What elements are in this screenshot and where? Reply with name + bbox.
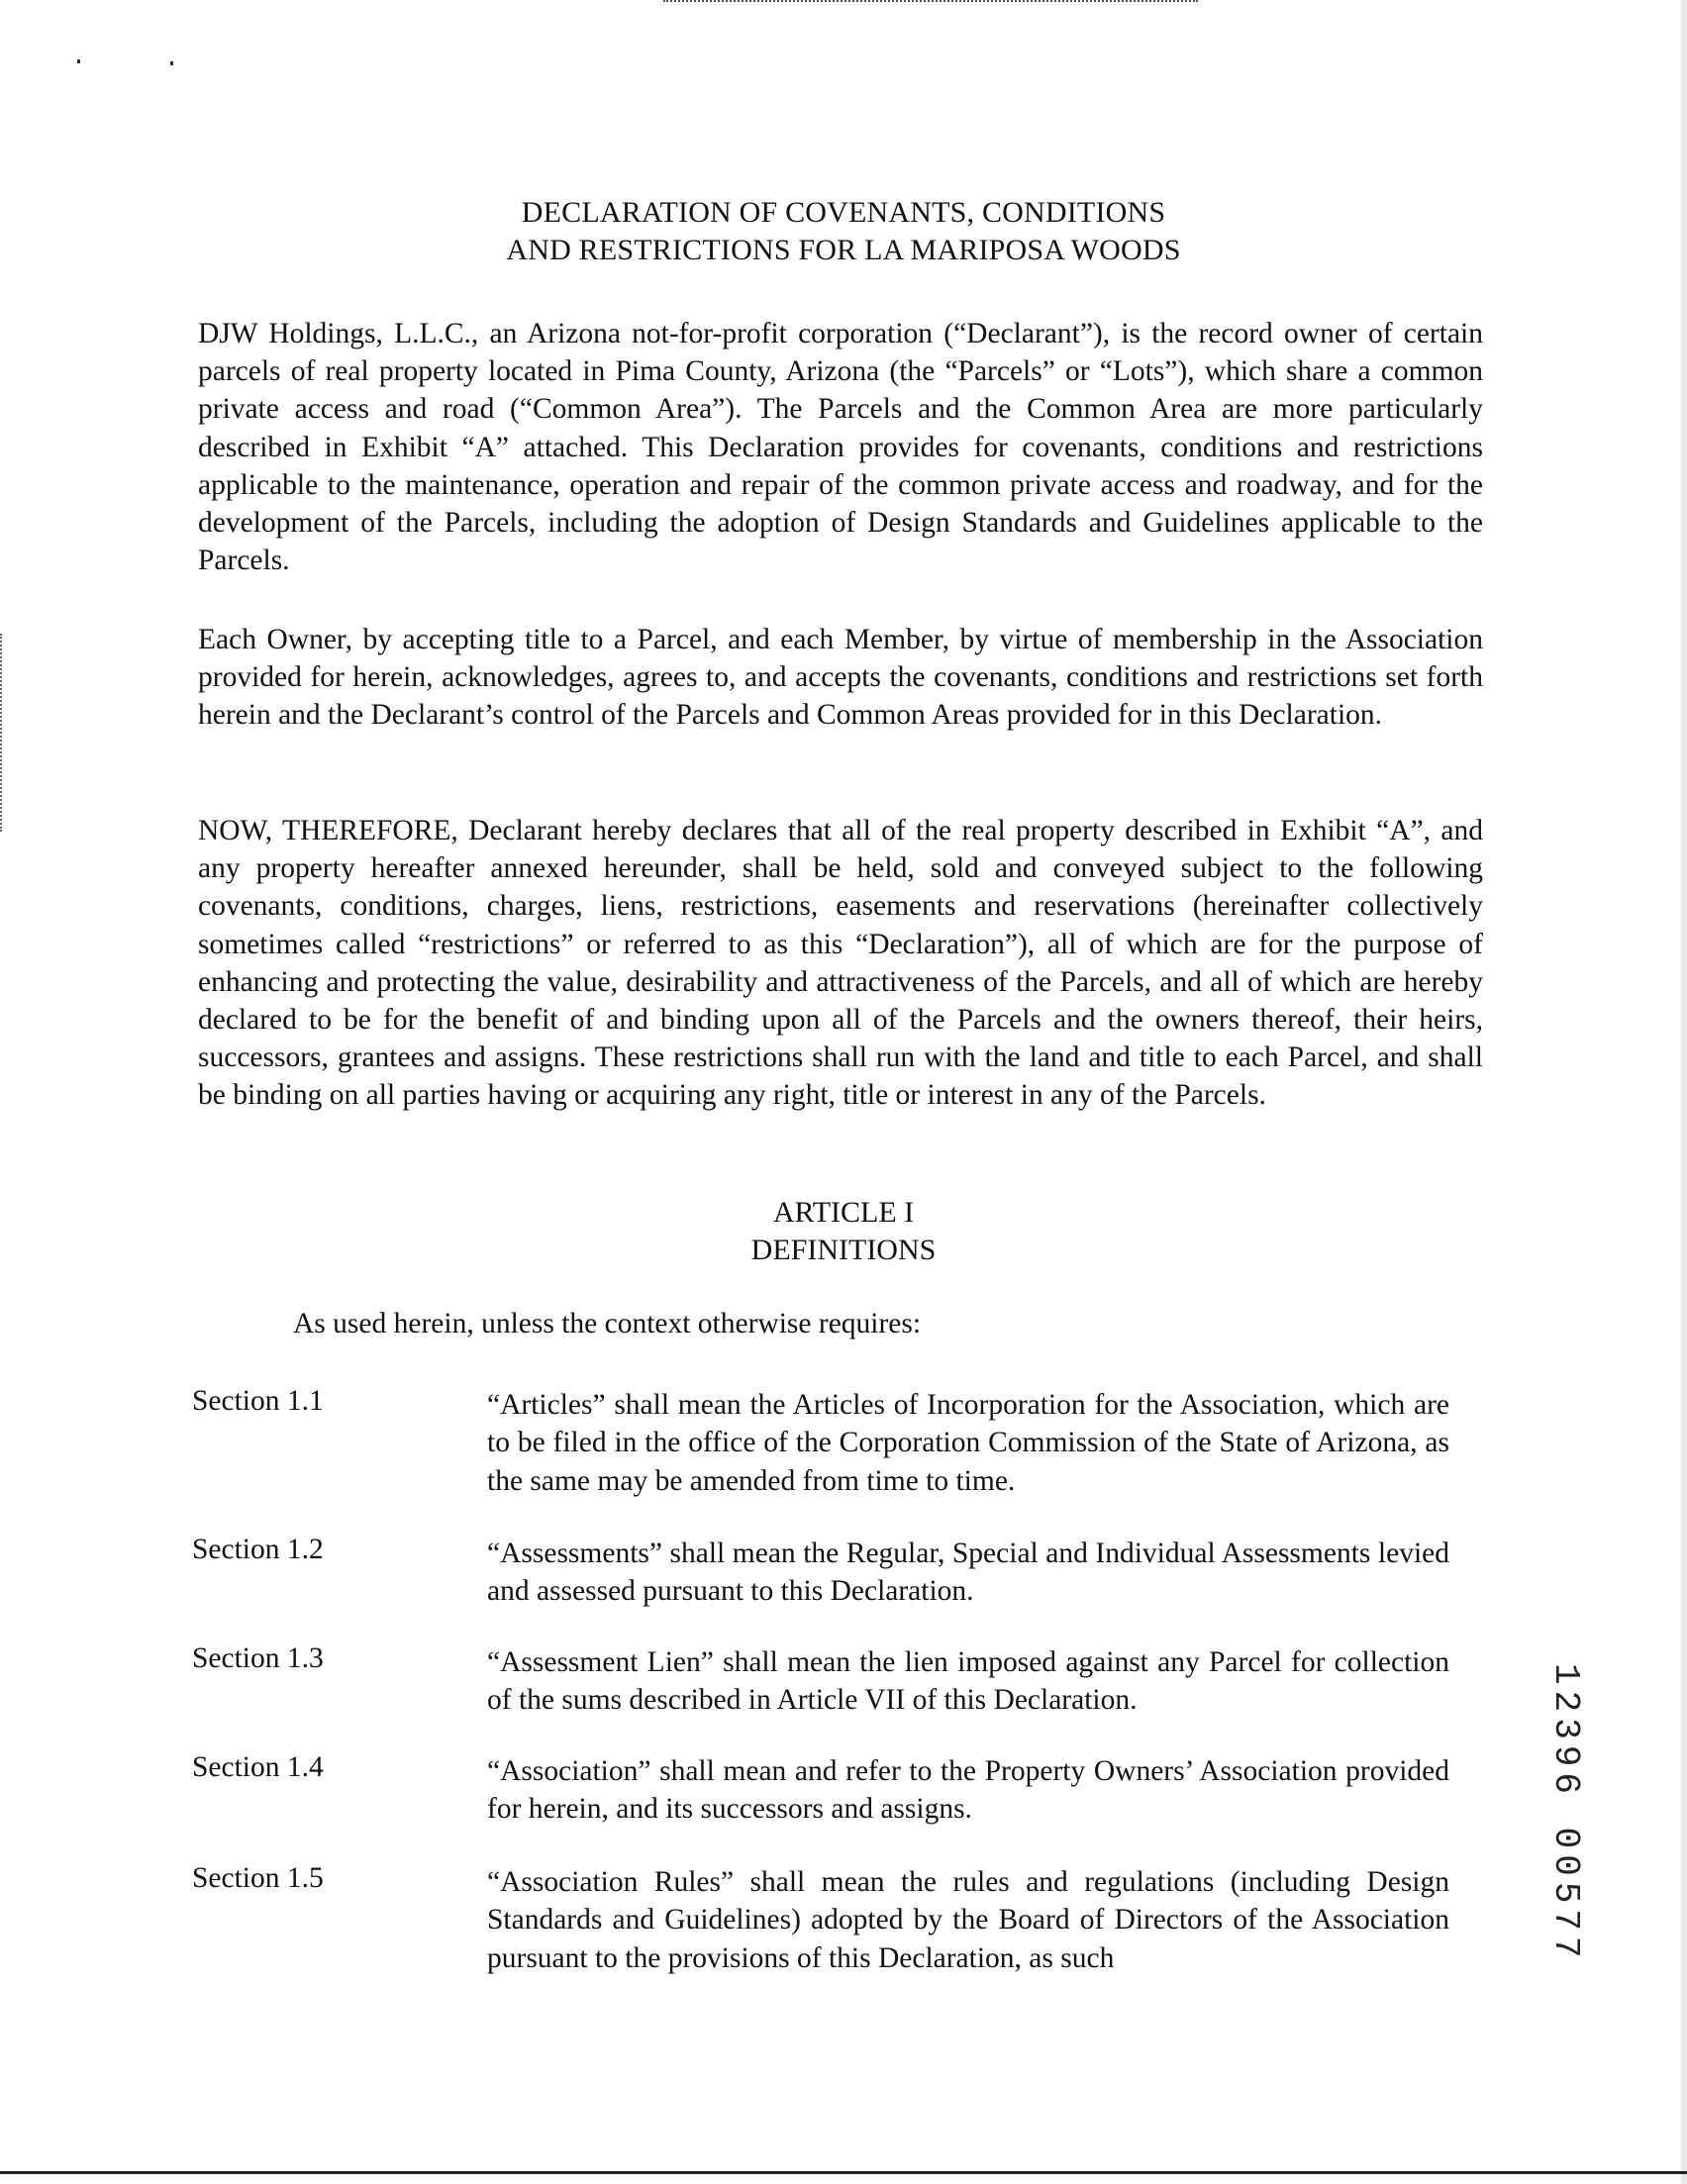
article-title: DEFINITIONS (750, 1234, 937, 1266)
scan-bottom-edge (0, 2171, 1687, 2174)
section-label: Section 1.4 (192, 1751, 324, 1783)
document-title (0, 194, 1687, 269)
paragraph-declarant: DJW Holdings, L.L.C., an Arizona not-for-profit corporation (“Declarant”), is the record owner of certain parcels of real property located in Pima County, Arizona (the “Parcels” or “Lots”), which share a common private access and road (“Common Area”). The Parcels and the Common Area are more particularly described in Exhibit “A” attached. This Declaration provides for covenants, conditions and restrictions applicable to the maintenance, operation and repair of the common private access and roadway, and for the development of the Parcels, including the adoption of Design Standards and Guidelines applicable to the Parcels. (198, 318, 1483, 577)
section-text: “Articles” shall mean the Articles of Incorporation for the Association, which are to be filed in the office of the Corporation Commission of the State of Arizona, as the same may be amended from time to time. (487, 1389, 1449, 1497)
title-line-1: DECLARATION OF COVENANTS, CONDITIONS (521, 196, 1166, 229)
section-text: “Association Rules” shall mean the rules and regulations (including Design Standards and Guidelines) adopted by the Board of Directors of the Association pursuant to the provisions of this Declaration, as such (487, 1866, 1449, 1974)
paragraph-now-therefore: NOW, THEREFORE, Declarant hereby declares that all of the real property described in Exhibit “A”, and any property hereafter annexed hereunder, shall be held, sold and conveyed subject to the following covenants, conditions, charges, liens, restrictions, easements and reservations (hereinafter collectively sometimes called “restrictions” or referred to as this “Declaration”), all of which are for the purpose of enhancing and protecting the value, desirability and attractiveness of the Parcels, and all of which are hereby declared to be for the benefit of and binding upon all of the Parcels and the owners thereof, their heirs, successors, grantees and assigns. These restrictions shall run with the land and title to each Parcel, and shall be binding on all parties having or acquiring any right, title or interest in any of the Parcels. (198, 815, 1483, 1112)
scan-right-edge (1681, 0, 1687, 2184)
scan-left-marks (0, 634, 5, 832)
section-label: Section 1.2 (192, 1534, 324, 1565)
section-text: “Association” shall mean and refer to the Property Owners’ Association provided for herein, and its successors and assigns. (487, 1755, 1449, 1826)
article-number: ARTICLE I (772, 1196, 915, 1229)
section-text: “Assessments” shall mean the Regular, Special and Individual Assessments levied and assessed pursuant to this Declaration. (487, 1538, 1449, 1608)
recording-stamp: 12396 00577 (1545, 1663, 1586, 1964)
section-label: Section 1.5 (192, 1862, 324, 1894)
definitions-intro: As used herein, unless the context otherwise requires: (293, 1308, 922, 1340)
scan-speck (77, 59, 80, 63)
section-label: Section 1.3 (192, 1642, 324, 1674)
section-label: Section 1.1 (192, 1385, 324, 1417)
section-text: “Assessment Lien” shall mean the lien imposed against any Parcel for collection of the sums described in Article VII of this Declaration. (487, 1646, 1449, 1717)
title-line-2: AND RESTRICTIONS FOR LA MARIPOSA WOODS (506, 234, 1181, 266)
scan-speck (170, 61, 173, 65)
paragraph-owner: Each Owner, by accepting title to a Parcel, and each Member, by virtue of membership in the Association provided for herein, acknowledges, agrees to, and accepts the covenants, conditions and restrictions set forth herein and the Declarant’s control of the Parcels and Common Areas provided for in this Declaration. (198, 624, 1483, 732)
scan-top-edge (663, 0, 1198, 4)
